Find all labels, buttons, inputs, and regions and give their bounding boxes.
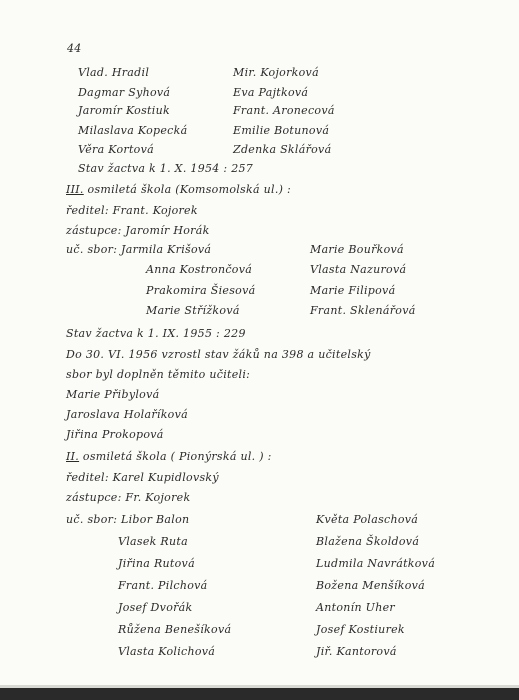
staff-name: Vlasta Nazurová [310, 263, 407, 276]
staff-name: Vlasta Kolichová [118, 645, 216, 658]
teacher-name: Dagmar Syhová [78, 86, 171, 99]
staff-name: Jiř. Kantorová [316, 645, 397, 658]
staff-name: Jiřina Rutová [118, 557, 195, 570]
school-title-2: osmiletá škola ( Pionýrská ul. ) : [79, 450, 272, 463]
new-teacher: Jaroslava Holaříková [66, 408, 188, 421]
director-line: ředitel: Frant. Kojorek [66, 204, 198, 217]
page-number: 44 [67, 42, 82, 55]
director-line: ředitel: Karel Kupidlovský [66, 471, 219, 484]
growth-note-line-1: Do 30. VI. 1956 vzrostl stav žáků na 398 a učitelský [66, 348, 371, 361]
teacher-name: Frant. Aronecová [233, 104, 335, 117]
staff-name: Anna Kostrončová [146, 263, 253, 276]
staff-name: Blažena Školdová [316, 535, 420, 548]
teacher-name: Jaromír Kostiuk [78, 104, 170, 117]
staff-name: Marie Střížková [146, 304, 240, 317]
staff-name: Marie Bouřková [310, 243, 404, 256]
deputy-line: zástupce: Jaromír Horák [66, 224, 210, 237]
stav-zactva-1954: Stav žactva k 1. X. 1954 : 257 [78, 162, 254, 175]
teacher-name: Zdenka Sklářová [233, 143, 332, 156]
staff-name: Antonín Uher [316, 601, 395, 614]
new-teacher: Jiřina Prokopová [66, 428, 164, 441]
teacher-name: Eva Pajtková [233, 86, 309, 99]
staff-name: Frant. Pilchová [118, 579, 208, 592]
staff-name: uč. sbor: Jarmila Krišová [66, 243, 212, 256]
staff-name: Frant. Sklenářová [310, 304, 416, 317]
new-teacher: Marie Přibylová [66, 388, 160, 401]
staff-name: Prakomira Šiesová [146, 284, 256, 297]
teacher-name: Emilie Botunová [233, 124, 330, 137]
stav-zactva-1955: Stav žactva k 1. IX. 1955 : 229 [66, 327, 246, 340]
staff-name: Marie Filipová [310, 284, 396, 297]
teacher-name: Milaslava Kopecká [78, 124, 188, 137]
school-number-3: III. [66, 183, 84, 196]
staff-name: Vlasek Ruta [118, 535, 188, 548]
teacher-name: Věra Kortová [78, 143, 154, 156]
staff-name: Ludmila Navrátková [316, 557, 436, 570]
growth-note-line-2: sbor byl doplněn těmito učiteli: [66, 368, 251, 381]
teacher-name: Vlad. Hradil [78, 66, 150, 79]
staff-name: Josef Kostiurek [316, 623, 405, 636]
staff-name: Květa Polaschová [316, 513, 419, 526]
staff-name: Božena Menšíková [316, 579, 426, 592]
school-number-2: II. [66, 450, 80, 463]
teacher-name: Mir. Kojorková [233, 66, 319, 79]
school-title-3: osmiletá škola (Komsomolská ul.) : [83, 183, 292, 196]
staff-name: uč. sbor: Libor Balon [66, 513, 190, 526]
school-heading-3 [66, 183, 291, 196]
school-heading-2 [66, 450, 272, 463]
staff-name: Josef Dvořák [118, 601, 193, 614]
staff-name: Růžena Benešíková [118, 623, 232, 636]
deputy-line: zástupce: Fr. Kojorek [66, 491, 191, 504]
